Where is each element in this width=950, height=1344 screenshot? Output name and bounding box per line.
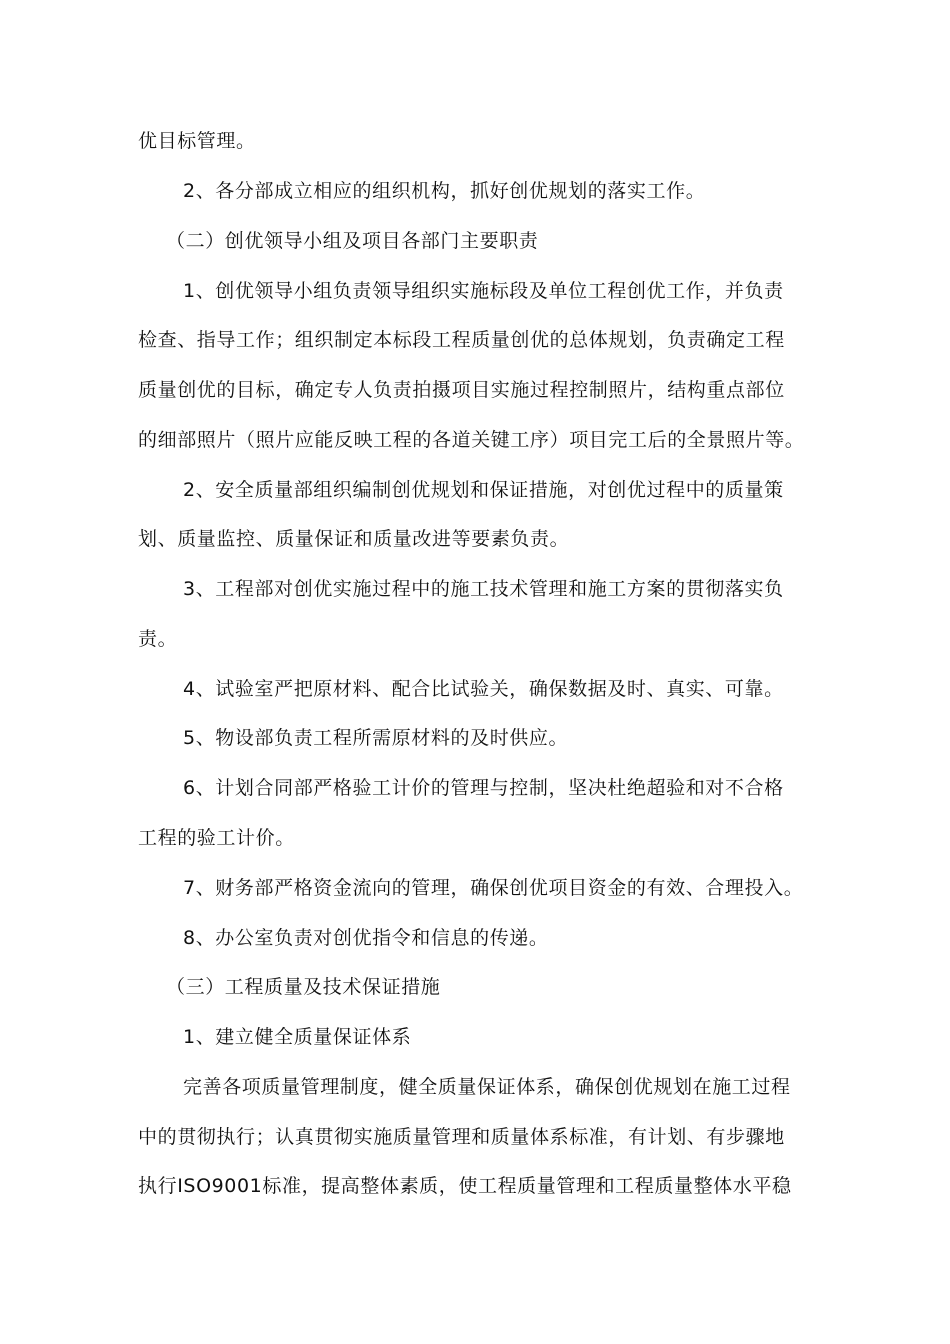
text-line-12: 4、试验室严把原材料、配合比试验关，确保数据及时、真实、可靠。 bbox=[183, 678, 784, 700]
text-line-20: 完善各项质量管理制度，健全质量保证体系，确保创优规划在施工过程 bbox=[183, 1076, 791, 1098]
text-line-9: 划、质量监控、质量保证和质量改进等要素负责。 bbox=[138, 528, 570, 550]
text-line-7: 的细部照片（照片应能反映工程的各道关键工序）项目完工后的全景照片等。 bbox=[138, 429, 805, 451]
text-line-14: 6、计划合同部严格验工计价的管理与控制，坚决杜绝超验和对不合格 bbox=[183, 777, 784, 799]
text-line-2: 2、各分部成立相应的组织机构，抓好创优规划的落实工作。 bbox=[183, 180, 706, 202]
text-line-16: 7、财务部严格资金流向的管理，确保创优项目资金的有效、合理投入。 bbox=[183, 877, 804, 899]
text-line-21: 中的贯彻执行；认真贯彻实施质量管理和质量体系标准，有计划、有步骤地 bbox=[138, 1126, 785, 1148]
text-line-8: 2、安全质量部组织编制创优规划和保证措施，对创优过程中的质量策 bbox=[183, 479, 784, 501]
text-line-4: 1、创优领导小组负责领导组织实施标段及单位工程创优工作，并负责 bbox=[183, 280, 784, 302]
text-line-5: 检查、指导工作；组织制定本标段工程质量创优的总体规划，负责确定工程 bbox=[138, 329, 785, 351]
text-line-19: 1、建立健全质量保证体系 bbox=[183, 1026, 412, 1048]
text-line-22: 执行ISO9001标准，提高整体素质，使工程质量管理和工程质量整体水平稳 bbox=[138, 1175, 792, 1197]
text-line-6: 质量创优的目标，确定专人负责拍摄项目实施过程控制照片，结构重点部位 bbox=[138, 379, 785, 401]
text-line-10: 3、工程部对创优实施过程中的施工技术管理和施工方案的贯彻落实负 bbox=[183, 578, 784, 600]
text-line-1: 优目标管理。 bbox=[138, 130, 256, 152]
text-line-15: 工程的验工计价。 bbox=[138, 827, 295, 849]
section-heading-2: （二）创优领导小组及项目各部门主要职责 bbox=[166, 230, 539, 252]
text-line-11: 责。 bbox=[138, 628, 178, 650]
section-heading-3: （三）工程质量及技术保证措施 bbox=[166, 976, 441, 998]
text-line-13: 5、物设部负责工程所需原材料的及时供应。 bbox=[183, 727, 569, 749]
text-line-17: 8、办公室负责对创优指令和信息的传递。 bbox=[183, 927, 549, 949]
